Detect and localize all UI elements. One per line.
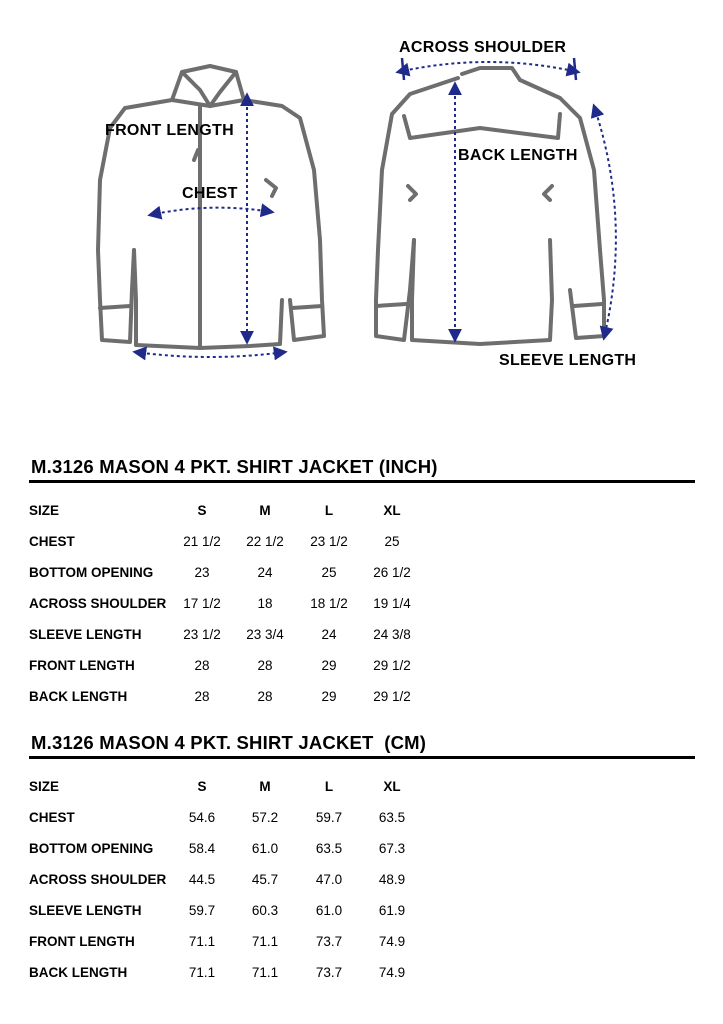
row-label: CHEST <box>29 534 75 549</box>
cell-xl: 67.3 <box>378 841 406 856</box>
cell-xl: 74.9 <box>378 965 406 980</box>
cell-l: 73.7 <box>315 965 343 980</box>
table-row <box>0 810 723 830</box>
inch-table-title: M.3126 MASON 4 PKT. SHIRT JACKET (INCH) <box>31 456 438 477</box>
cell-l: 73.7 <box>315 934 343 949</box>
row-label: SLEEVE LENGTH <box>29 627 142 642</box>
header-m: M <box>259 779 271 794</box>
header-l: L <box>324 779 334 794</box>
cell-xl: 74.9 <box>378 934 406 949</box>
cell-xl: 26 1/2 <box>373 565 411 580</box>
table-row <box>0 534 723 554</box>
cell-xl: 61.9 <box>378 903 406 918</box>
table-row <box>0 903 723 923</box>
cell-m: 23 3/4 <box>246 627 284 642</box>
cell-l: 25 <box>321 565 337 580</box>
row-label: BACK LENGTH <box>29 965 128 980</box>
table-header-row <box>0 503 723 523</box>
shirt-illustrations <box>0 0 723 400</box>
header-size: SIZE <box>29 503 60 518</box>
cell-m: 24 <box>257 565 273 580</box>
header-s: S <box>197 779 207 794</box>
row-label: FRONT LENGTH <box>29 658 135 673</box>
row-label: ACROSS SHOULDER <box>29 872 167 887</box>
cell-xl: 29 1/2 <box>373 689 411 704</box>
cm-table-divider <box>29 756 695 759</box>
cell-xl: 24 3/8 <box>373 627 411 642</box>
cell-xl: 25 <box>384 534 400 549</box>
row-label: BOTTOM OPENING <box>29 841 154 856</box>
header-size: SIZE <box>29 779 60 794</box>
cell-l: 18 1/2 <box>310 596 348 611</box>
table-row <box>0 658 723 678</box>
cell-s: 23 1/2 <box>183 627 221 642</box>
row-label: CHEST <box>29 810 75 825</box>
inch-table-divider <box>29 480 695 483</box>
cell-s: 23 <box>194 565 210 580</box>
cell-l: 61.0 <box>315 903 343 918</box>
cell-l: 24 <box>321 627 337 642</box>
cell-m: 45.7 <box>251 872 279 887</box>
table-row <box>0 565 723 585</box>
cell-m: 28 <box>257 689 273 704</box>
chest-arrow <box>150 208 272 215</box>
cell-l: 29 <box>321 689 337 704</box>
cell-m: 60.3 <box>251 903 279 918</box>
cell-m: 57.2 <box>251 810 279 825</box>
cell-xl: 19 1/4 <box>373 596 411 611</box>
cell-s: 58.4 <box>188 841 216 856</box>
header-xl: XL <box>383 779 401 794</box>
cell-s: 71.1 <box>188 965 216 980</box>
measurement-diagram <box>0 0 723 400</box>
cell-s: 21 1/2 <box>183 534 221 549</box>
cell-m: 71.1 <box>251 965 279 980</box>
cm-table-title: M.3126 MASON 4 PKT. SHIRT JACKET (CM) <box>31 732 427 753</box>
table-row <box>0 934 723 954</box>
row-label: ACROSS SHOULDER <box>29 596 167 611</box>
cell-m: 61.0 <box>251 841 279 856</box>
cell-m: 18 <box>257 596 273 611</box>
row-label: SLEEVE LENGTH <box>29 903 142 918</box>
table-row <box>0 841 723 861</box>
bottom-opening-arrow <box>135 352 285 357</box>
header-s: S <box>197 503 207 518</box>
row-label: BOTTOM OPENING <box>29 565 154 580</box>
table-row <box>0 872 723 892</box>
header-m: M <box>259 503 271 518</box>
table-row <box>0 596 723 616</box>
cell-xl: 29 1/2 <box>373 658 411 673</box>
cell-s: 59.7 <box>188 903 216 918</box>
cell-s: 28 <box>194 689 210 704</box>
cell-m: 71.1 <box>251 934 279 949</box>
header-l: L <box>324 503 334 518</box>
cell-l: 47.0 <box>315 872 343 887</box>
cell-xl: 63.5 <box>378 810 406 825</box>
front-length-label: FRONT LENGTH <box>105 122 234 139</box>
cell-s: 28 <box>194 658 210 673</box>
cell-l: 29 <box>321 658 337 673</box>
cell-s: 44.5 <box>188 872 216 887</box>
cell-xl: 48.9 <box>378 872 406 887</box>
chest-label: CHEST <box>182 185 238 202</box>
row-label: BACK LENGTH <box>29 689 128 704</box>
cell-s: 71.1 <box>188 934 216 949</box>
table-row <box>0 965 723 985</box>
cell-s: 17 1/2 <box>183 596 221 611</box>
table-header-row <box>0 779 723 799</box>
back-shirt-outline <box>376 68 604 344</box>
cell-s: 54.6 <box>188 810 216 825</box>
across-shoulder-label: ACROSS SHOULDER <box>399 39 567 56</box>
cell-l: 63.5 <box>315 841 343 856</box>
row-label: FRONT LENGTH <box>29 934 135 949</box>
cell-m: 22 1/2 <box>246 534 284 549</box>
back-length-label: BACK LENGTH <box>458 147 578 164</box>
table-row <box>0 689 723 709</box>
header-xl: XL <box>383 503 401 518</box>
cell-l: 59.7 <box>315 810 343 825</box>
sleeve-length-label: SLEEVE LENGTH <box>499 352 637 369</box>
table-row <box>0 627 723 647</box>
cell-m: 28 <box>257 658 273 673</box>
cell-l: 23 1/2 <box>310 534 348 549</box>
